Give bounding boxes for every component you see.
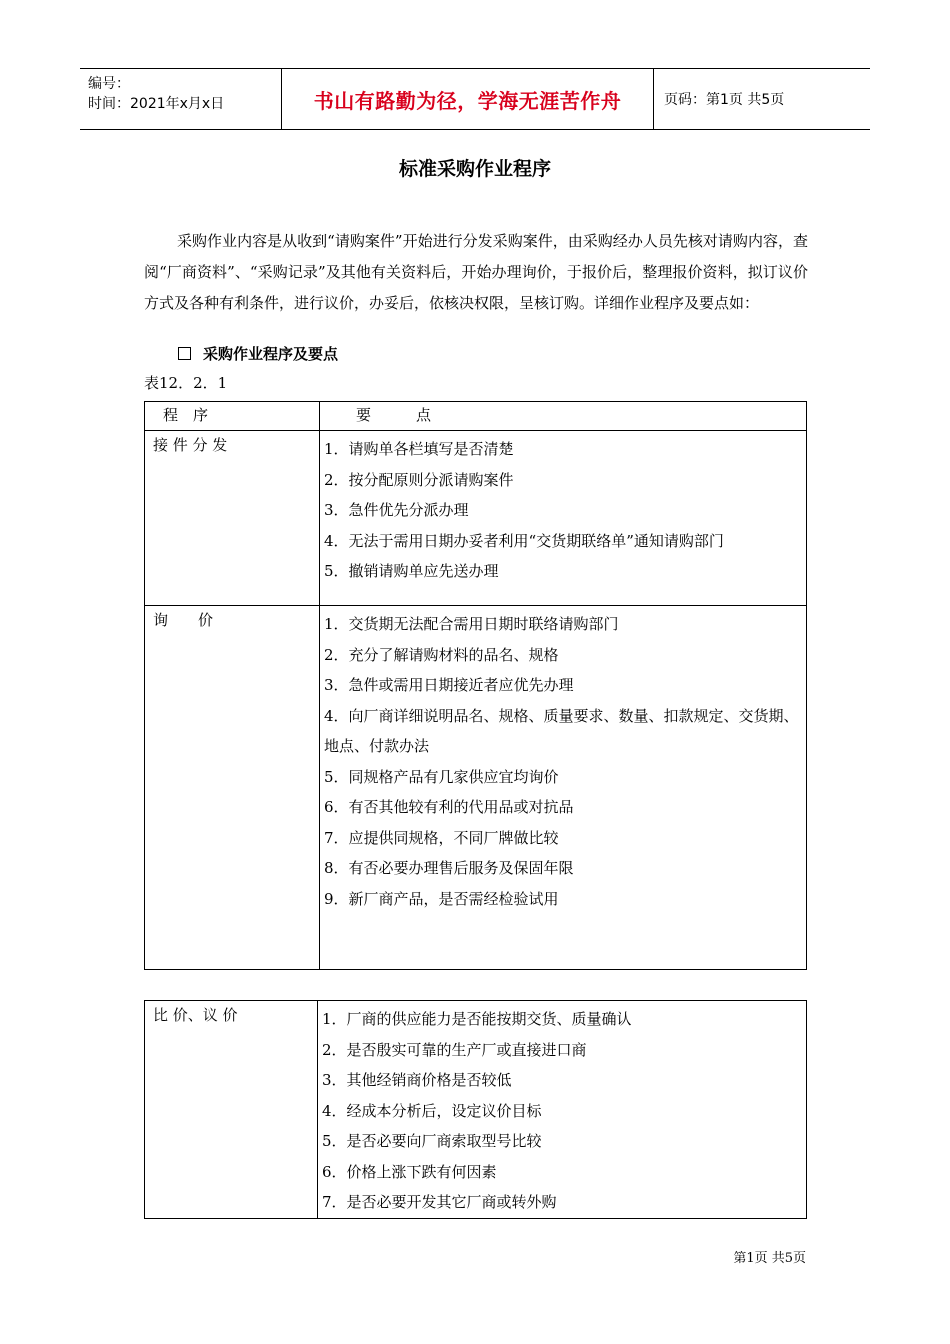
- list-item: 6．价格上涨下跌有何因素: [322, 1162, 497, 1181]
- list-item: 2．充分了解请购材料的品名、规格: [324, 645, 559, 664]
- table-number: 表12．2．1: [144, 374, 228, 392]
- header-meta: [80, 69, 281, 129]
- list-item: 3．其他经销商价格是否较低: [322, 1071, 512, 1089]
- header-page-label: 页码：第1页 共5页: [664, 92, 785, 108]
- table-row: [145, 1001, 807, 1219]
- document-title: 标准采购作业程序: [398, 158, 551, 180]
- header-points-label: 要 点: [356, 406, 432, 424]
- table-row: [145, 431, 807, 606]
- list-item: 9．新厂商产品，是否需经检验试用: [324, 889, 559, 908]
- list-item: 8．有否必要办理售后服务及保固年限: [324, 859, 574, 877]
- header-stage-label: 程 序: [163, 406, 209, 424]
- list-item: 1．厂商的供应能力是否能按期交货、质量确认: [322, 1010, 632, 1028]
- document-header: [80, 68, 870, 130]
- number-label: 编号：: [88, 76, 130, 92]
- table-row: [145, 606, 807, 970]
- list-item: 1．交货期无法配合需用日期时联络请购部门: [324, 615, 619, 633]
- subheading-text: 采购作业程序及要点: [203, 345, 339, 363]
- list-item: 3．急件或需用日期接近者应优先办理: [324, 676, 574, 694]
- page-footer: 第1页 共5页: [733, 1251, 806, 1266]
- list-item: 7．是否必要开发其它厂商或转外购: [322, 1193, 557, 1211]
- checkbox-square-icon: [178, 347, 191, 360]
- intro-paragraph: 采购作业内容是从收到“请购案件”开始进行分发采购案件，由采购经办人员先核对请购内容，查阅“厂商资料”、“采购记录”及其他有关资料后，开始办理询价，于报价后，整理报价资料，拟订议价方式及各种有利条件，进行议价，办妥后，依核决权限，呈核订购。详细作业程序及要点如：: [144, 232, 808, 312]
- points-list: [320, 606, 806, 914]
- procedure-table: [144, 401, 807, 970]
- stage-label: 比 价、议 价: [153, 1006, 238, 1024]
- list-item: 4．向厂商详细说明品名、规格、质量要求、数量、扣款规定、交货期、地点、付款办法: [324, 706, 799, 755]
- list-item: 3．急件优先分派办理: [324, 501, 469, 519]
- stage-cell: [145, 606, 320, 970]
- points-list: [320, 431, 806, 587]
- list-item: 5．是否必要向厂商索取型号比较: [322, 1132, 542, 1150]
- list-item: 5．同规格产品有几家供应宜均询价: [324, 767, 559, 786]
- time-label: 时间：2021年x月x日: [88, 96, 225, 112]
- points-cell: [318, 1001, 807, 1219]
- table-header-row: [145, 402, 807, 431]
- stage-cell: [145, 431, 320, 606]
- procedure-table-continued: [144, 1000, 807, 1219]
- list-item: 4．经成本分析后，设定议价目标: [322, 1101, 542, 1120]
- list-item: 4．无法于需用日期办妥者利用“交货期联络单”通知请购部门: [324, 531, 724, 550]
- points-cell: [320, 431, 807, 606]
- stage-label: 接 件 分 发: [153, 436, 228, 454]
- list-item: 1．请购单各栏填写是否清楚: [324, 440, 514, 458]
- list-item: 5．撤销请购单应先送办理: [324, 562, 499, 580]
- list-item: 6．有否其他较有利的代用品或对抗品: [324, 798, 574, 816]
- header-motto: 书山有路勤为径，学海无涯苦作舟: [281, 69, 654, 129]
- list-item: 7．应提供同规格，不同厂牌做比较: [324, 828, 559, 847]
- list-item: 2．是否殷实可靠的生产厂或直接进口商: [322, 1040, 587, 1059]
- points-cell: [320, 606, 807, 970]
- stage-label: 询 价: [153, 611, 214, 629]
- list-item: 2．按分配原则分派请购案件: [324, 470, 514, 489]
- header-cell-points: [320, 402, 807, 431]
- points-list: [318, 1001, 806, 1218]
- header-cell-stage: [145, 402, 320, 431]
- subheading: [178, 343, 338, 364]
- stage-cell: [145, 1001, 318, 1219]
